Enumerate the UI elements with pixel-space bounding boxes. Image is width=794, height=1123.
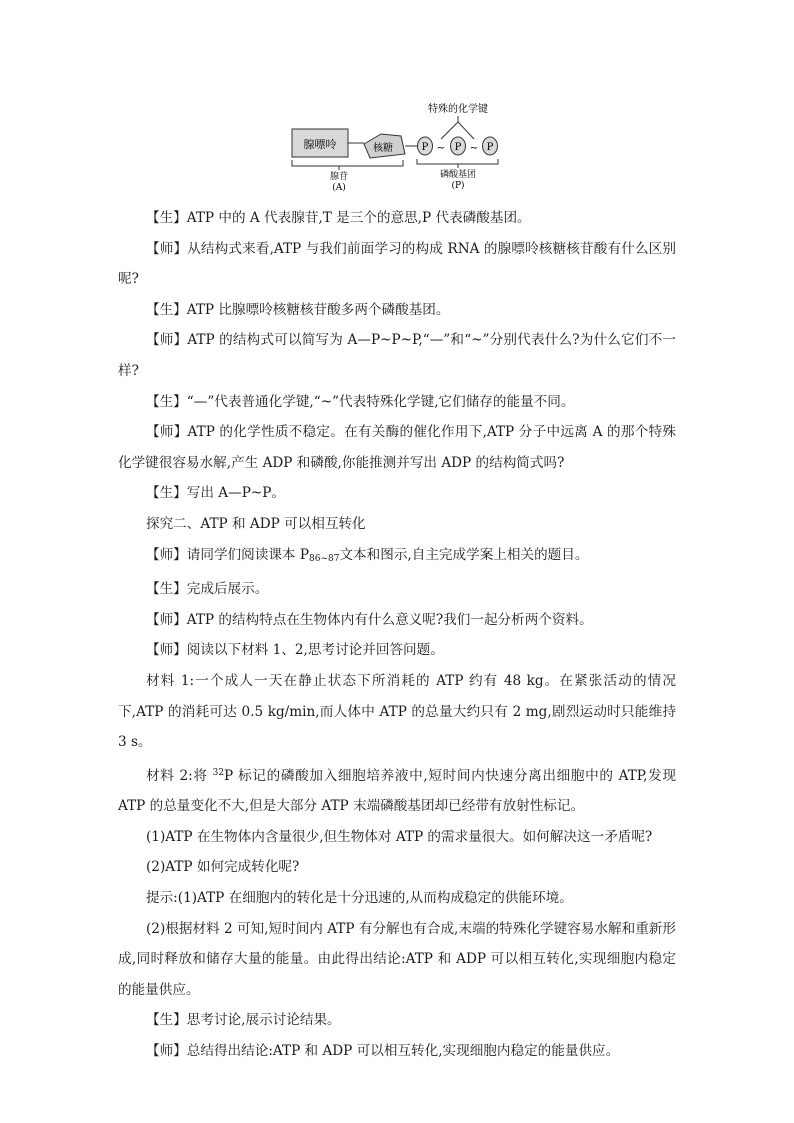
section-heading: 探究二、ATP 和 ADP 可以相互转化: [146, 515, 366, 532]
paragraph: 【生】ATP 中的 A 代表腺苷,T 是三个的意思,P 代表磷酸基团。: [146, 210, 531, 226]
paragraph: 【师】阅读以下材料 1、2,思考讨论并回答问题。: [146, 642, 444, 659]
high-energy-bond-1: ~: [436, 143, 446, 154]
question-2: (2)ATP 如何完成转化呢?: [146, 859, 300, 876]
paragraph: 【师】从结构式来看,ATP 与我们前面学习的构成 RNA 的腺嘌呤核糖核苷酸有什么区别呢?: [118, 240, 676, 288]
paragraph: 【生】写出 A—P~P。: [146, 485, 285, 502]
material-2: [118, 758, 676, 822]
adenine-label: 腺嘌呤: [303, 138, 337, 151]
phosphate-group-symbol: (P): [451, 181, 465, 191]
lesson-transcript: [118, 203, 676, 1067]
paragraph: 【生】思考讨论,展示讨论结果。: [146, 1012, 341, 1029]
paragraph-read-textbook: [118, 540, 676, 575]
paragraph: 【生】“—”代表普通化学键,“~”代表特殊化学键,它们储存的能量不同。: [146, 393, 575, 410]
phosphate-bracket: [417, 159, 498, 164]
adenosine-symbol: (A): [332, 183, 346, 193]
paragraph: 【师】ATP 的结构特点在生物体内有什么意义呢?我们一起分析两个资料。: [146, 611, 593, 628]
page-range-subscript: 86~87: [309, 553, 340, 564]
hint-2: (2)根据材料 2 可知,短时间内 ATP 有分解也有合成,末端的特殊化学键容易水解和重新形成,同时释放和储存大量的能量。由此得出结论:ATP 和 ADP 可以相互转化,实现细胞内稳定的能量供应。: [118, 920, 676, 998]
adenosine-label: 腺苷: [329, 172, 349, 182]
phosphate-2-label: P: [454, 142, 462, 153]
paragraph: 【师】ATP 的化学性质不稳定。在有关酶的催化作用下,ATP 分子中远离 A 的那个特殊化学键很容易水解,产生 ADP 和磷酸,你能推测并写出 ADP 的结构简式吗?: [118, 424, 676, 471]
isotope-superscript: 32: [212, 767, 225, 778]
read-line-after: 文本和图示,自主完成学案上相关的题目。: [339, 546, 589, 563]
atp-structure-svg: [290, 98, 510, 198]
paragraph: 【生】ATP 比腺嘌呤核糖核苷酸多两个磷酸基团。: [146, 301, 450, 318]
adenosine-bracket: [292, 160, 403, 166]
hint-1: 提示:(1)ATP 在细胞内的转化是十分迅速的,从而构成稳定的供能环境。: [146, 890, 573, 907]
phosphate-3-label: P: [486, 142, 494, 153]
special-bond-pointer-2: [458, 122, 474, 139]
special-bond-label: 特殊的化学键: [428, 104, 488, 115]
material-1: 材料 1:一个成人一天在静止状态下所消耗的 ATP 约有 48 kg。在紧张活动的情况下,ATP 的消耗可达 0.5 kg/min,而人体中 ATP 的总量大约只有 2 mg,剧烈运动时只能维持 3 s。: [118, 672, 676, 751]
paragraph: 【师】ATP 的结构式可以简写为 A—P~P~P,“—”和“~”分别代表什么?为什么它们不一样?: [118, 332, 676, 379]
phosphate-group-label: 磷酸基团: [439, 170, 477, 180]
read-line-before: 【师】请同学们阅读课本 P: [146, 546, 309, 563]
material-2-after: P 标记的磷酸加入细胞培养液中,短时间内快速分离出细胞中的 ATP,发现 ATP 的总量变化不大,但是大部分 ATP 末端磷酸基团却已经带有放射性标记。: [118, 767, 676, 815]
paragraph: 【师】总结得出结论:ATP 和 ADP 可以相互转化,实现细胞内稳定的能量供应。: [146, 1043, 620, 1060]
paragraph: 【生】完成后展示。: [146, 581, 269, 598]
phosphate-1-label: P: [421, 142, 429, 153]
question-1: (1)ATP 在生物体内含量很少,但生物体对 ATP 的需求量很大。如何解决这一矛盾呢?: [146, 828, 653, 845]
ribose-label: 核糖: [373, 143, 393, 154]
high-energy-bond-2: ~: [469, 143, 479, 154]
material-2-before: 材料 2:将: [146, 767, 213, 784]
special-bond-pointer-1: [441, 122, 458, 139]
atp-structure-diagram: [290, 98, 510, 198]
